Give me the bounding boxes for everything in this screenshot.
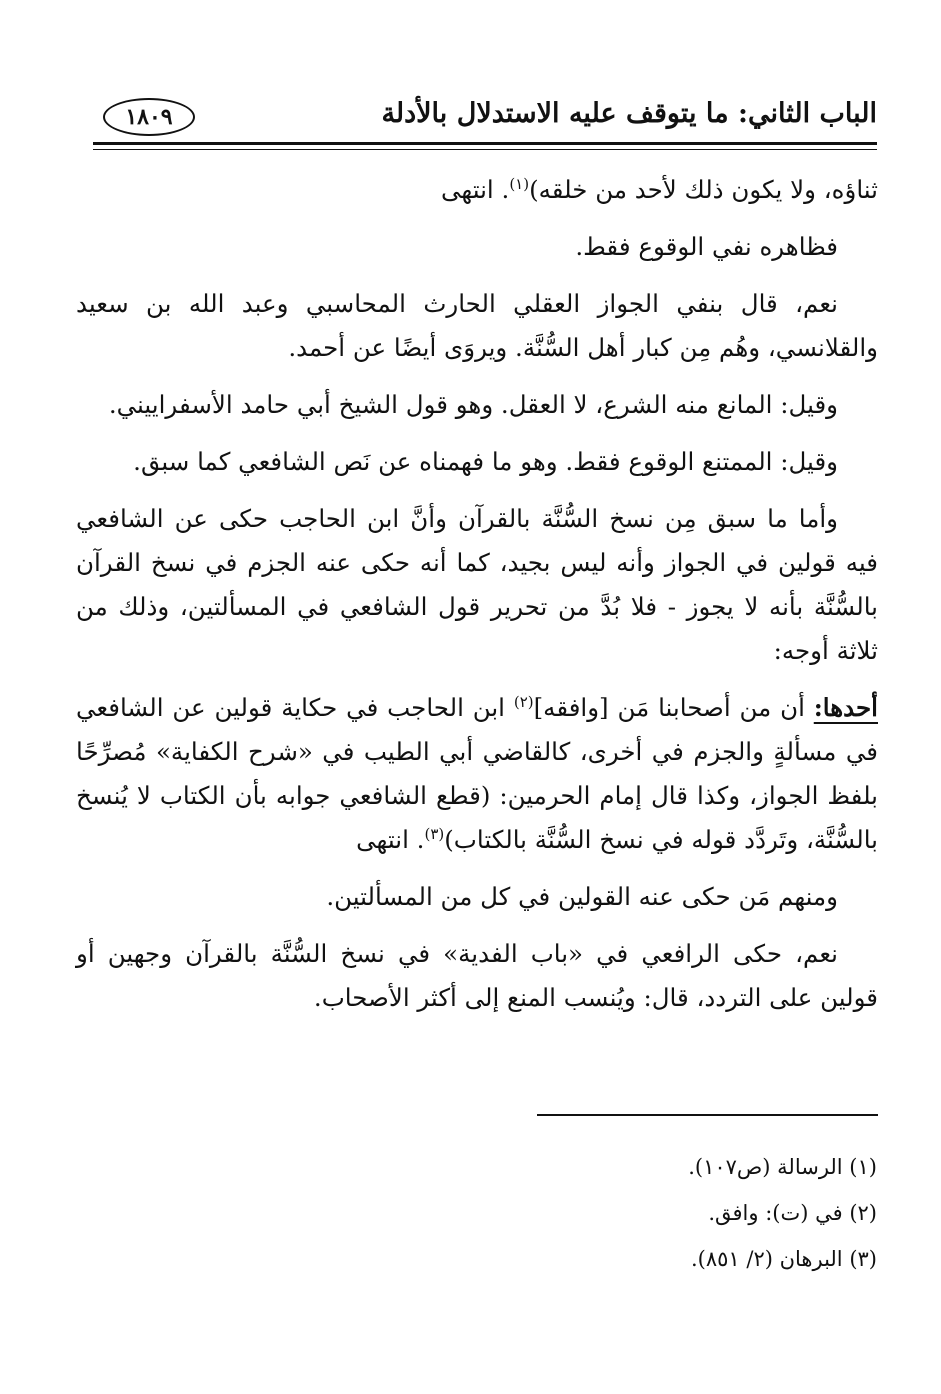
paragraph-7 [76,686,878,862]
page-number-badge: ١٨٠٩ [103,98,195,136]
paragraph-6: وأما ما سبق مِن نسخ السُّنَّة بالقرآن وأنَّ ابن الحاجب حكى عن الشافعي فيه قولين في الجواز وأنه ليس بجيد، كما أنه حكى عنه الجزم في نسخ القرآن بالسُّنَّة بأنه لا يجوز - فلا بُدَّ من تحرير قول الشافعي في المسألتين، وذلك من ثلاثة أوجه: [76,504,878,665]
footnote-ref-1[interactable]: (١) [509,174,530,193]
paragraph-5: وقيل: الممتنع الوقوع فقط. وهو ما فهمناه عن نَص الشافعي كما سبق. [133,447,838,476]
footnotes [277,1144,877,1282]
footnote-ref-2[interactable]: (٢) [513,692,534,711]
chapter-title: الباب الثاني: ما يتوقف عليه الاستدلال بالأدلة [381,98,877,129]
running-header [93,96,877,140]
paragraph-9: نعم، حكى الرافعي في «باب الفدية» في نسخ السُّنَّة بالقرآن وجهين أو قولين على التردد، قال: ويُنسب المنع إلى أكثر الأصحاب. [76,939,878,1012]
paragraph-7-text-a: أن من أصحابنا مَن [وافقه] [533,693,814,722]
footnote-3: (٣) البرهان (٢/ ٨٥١). [690,1247,877,1271]
header-rule-thin [93,149,877,150]
paragraph-3: نعم، قال بنفي الجواز العقلي الحارث المحاسبي وعبد الله بن سعيد والقلانسي، وهُم مِن كبار أهل السُّنَّة. ويروَى أيضًا عن أحمد. [76,289,878,362]
header-rule-thick [93,142,877,145]
paragraph-2: فظاهره نفي الوقوع فقط. [575,232,838,261]
paragraph-4: وقيل: المانع منه الشرع، لا العقل. وهو قول الشيخ أبي حامد الأسفراييني. [108,390,838,419]
paragraph-7-text-b: ابن الحاجب في حكاية قولين عن الشافعي في مسألةٍ والجزم في أخرى، كالقاضي أبي الطيب في «شرح الكفاية» مُصرِّحًا بلفظ الجواز، وكذا قال إمام الحرمين: (قطع الشافعي جوابه بأن الكتاب لا يُنسخ بالسُّنَّة، وتَردَّد قوله في نسخ السُّنَّة بالكتاب) [76,693,878,854]
paragraph-8: ومنهم مَن حكى عنه القولين في كل من المسألتين. [326,882,838,911]
main-text [76,168,878,1033]
footnote-ref-3[interactable]: (٣) [424,824,445,843]
footnote-separator [537,1114,878,1116]
paragraph-7-end: . انتهى [356,825,425,854]
paragraph-1 [76,168,878,212]
paragraph-7-lead: أحدها: [813,693,878,722]
footnote-1: (١) الرسالة (ص١٠٧). [688,1155,877,1179]
paragraph-1-text: ثناؤه، ولا يكون ذلك لأحد من خلقه) [529,175,878,204]
footnote-2: (٢) في (ت): وافق. [708,1201,877,1225]
paragraph-1-end: . انتهى [441,175,510,204]
